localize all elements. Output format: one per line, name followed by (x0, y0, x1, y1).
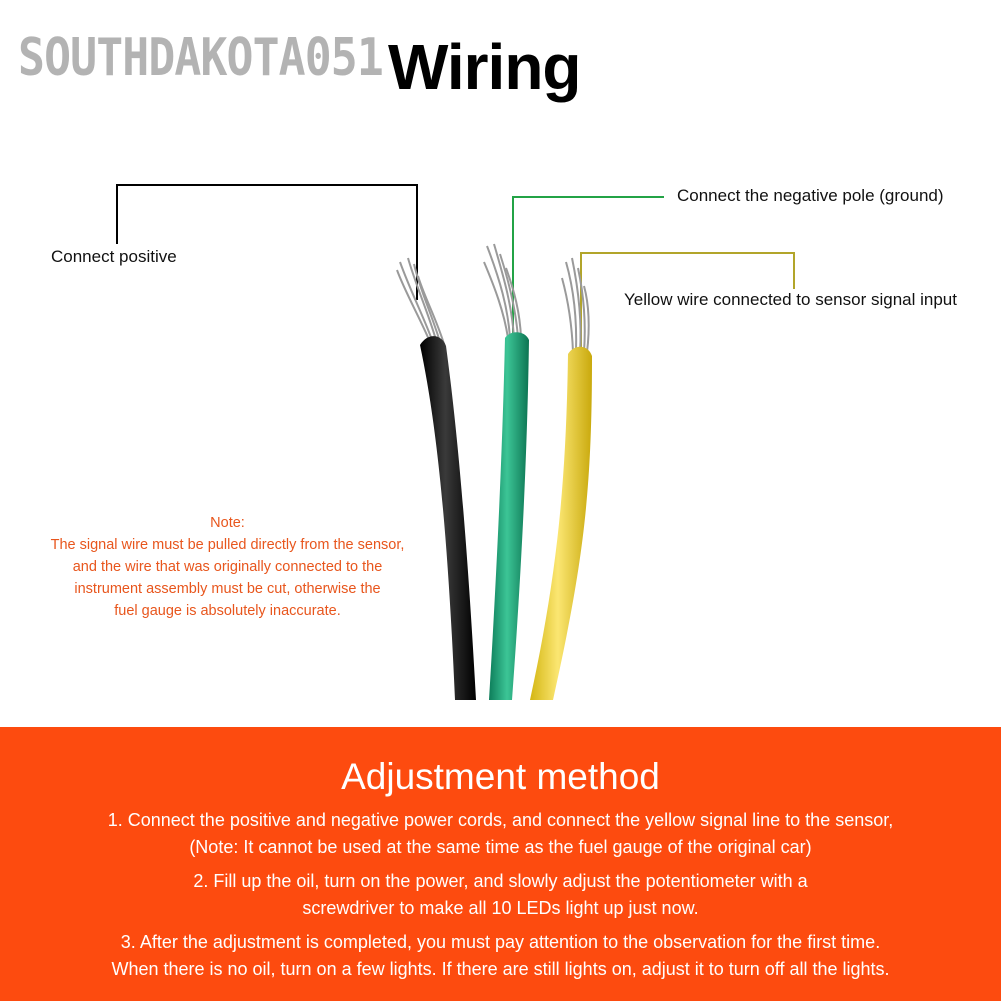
green-wire (489, 332, 529, 700)
label-connect-negative: Connect the negative pole (ground) (677, 186, 944, 205)
note-line: instrument assembly must be cut, otherwise the (74, 581, 381, 597)
step-line: screwdriver to make all 10 LEDs light up just now. (302, 898, 699, 918)
adjustment-title: Adjustment method (341, 756, 660, 797)
step-line: When there is no oil, turn on a few lights. If there are still lights on, adjust it to turn off all the lights. (111, 959, 890, 979)
adjustment-step (0, 868, 1001, 922)
label-connect-positive: Connect positive (51, 247, 177, 266)
strands-yellow (562, 258, 589, 352)
leader-line-positive (117, 185, 417, 300)
note-heading: Note: (210, 515, 245, 531)
note-line: fuel gauge is absolutely inaccurate. (114, 603, 341, 619)
note-line: and the wire that was originally connected to the (72, 559, 383, 575)
adjustment-steps (0, 807, 1001, 983)
adjustment-panel (0, 727, 1001, 1001)
label-yellow-signal: Yellow wire connected to sensor signal input (624, 290, 957, 309)
adjustment-step (0, 929, 1001, 983)
strands-green (484, 244, 521, 338)
yellow-wire (530, 347, 592, 700)
watermark-text: SOUTHDAKOTA051 (18, 28, 383, 88)
strands-black (397, 258, 444, 344)
step-line: 1. Connect the positive and negative power cords, and connect the yellow signal line to the sensor, (107, 810, 894, 830)
step-line: 3. After the adjustment is completed, you must pay attention to the observation for the first time. (120, 932, 881, 952)
step-line: 2. Fill up the oil, turn on the power, and slowly adjust the potentiometer with a (193, 871, 808, 891)
note-line: The signal wire must be pulled directly from the sensor, (50, 537, 405, 553)
page-title: Wiring (388, 31, 581, 103)
note-block (20, 512, 435, 622)
adjustment-step (0, 807, 1001, 861)
step-line: (Note: It cannot be used at the same time as the fuel gauge of the original car) (189, 837, 812, 857)
